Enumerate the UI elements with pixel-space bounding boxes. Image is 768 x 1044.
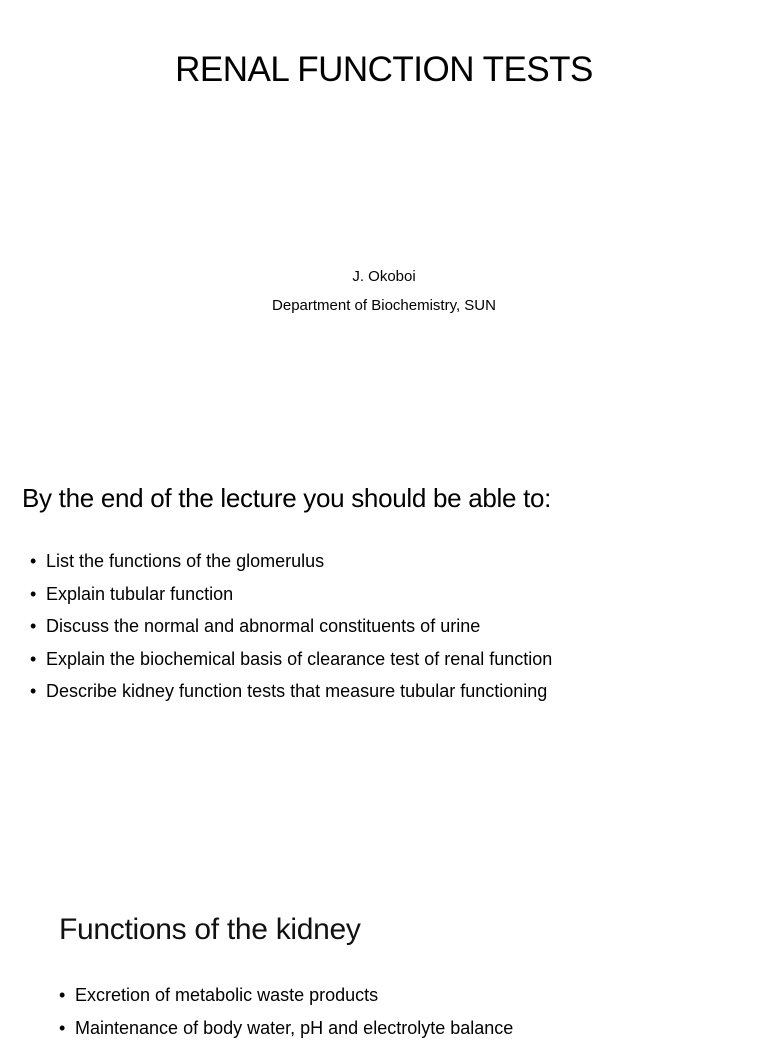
list-item — [30, 643, 552, 676]
objectives-list — [30, 545, 552, 708]
list-item-text: Explain the biochemical basis of clearance test of renal function — [46, 649, 552, 669]
list-item — [30, 545, 552, 578]
slide-objectives — [0, 430, 768, 862]
list-item — [30, 578, 552, 611]
slide-2-title: By the end of the lecture you should be able to: — [22, 478, 551, 518]
bullet-icon: • — [30, 675, 36, 708]
list-item-text: List the functions of the glomerulus — [46, 551, 324, 571]
slide-3-title: Functions of the kidney — [59, 908, 361, 952]
list-item-text: Excretion of metabolic waste products — [75, 985, 378, 1005]
list-item-text: Maintenance of body water, pH and electrolyte balance — [75, 1018, 513, 1038]
list-item-text: Explain tubular function — [46, 584, 233, 604]
list-item-text: Describe kidney function tests that measure tubular functioning — [46, 681, 547, 701]
bullet-icon: • — [30, 610, 36, 643]
bullet-icon: • — [59, 1012, 65, 1044]
author-name: J. Okoboi — [0, 262, 768, 291]
bullet-icon: • — [30, 545, 36, 578]
list-item — [30, 675, 552, 708]
bullet-icon: • — [30, 578, 36, 611]
slide-kidney-functions — [0, 862, 768, 1024]
list-item — [30, 610, 552, 643]
list-item-text: Discuss the normal and abnormal constituents of urine — [46, 616, 480, 636]
bullet-icon: • — [30, 643, 36, 676]
author-department: Department of Biochemistry, SUN — [0, 291, 768, 320]
kidney-functions-list — [59, 979, 513, 1044]
slide-title — [0, 0, 768, 430]
list-item — [59, 1012, 513, 1044]
list-item — [59, 979, 513, 1012]
slide-1-title: RENAL FUNCTION TESTS — [0, 46, 768, 94]
bullet-icon: • — [59, 979, 65, 1012]
slide-1-subtitle — [0, 262, 768, 320]
